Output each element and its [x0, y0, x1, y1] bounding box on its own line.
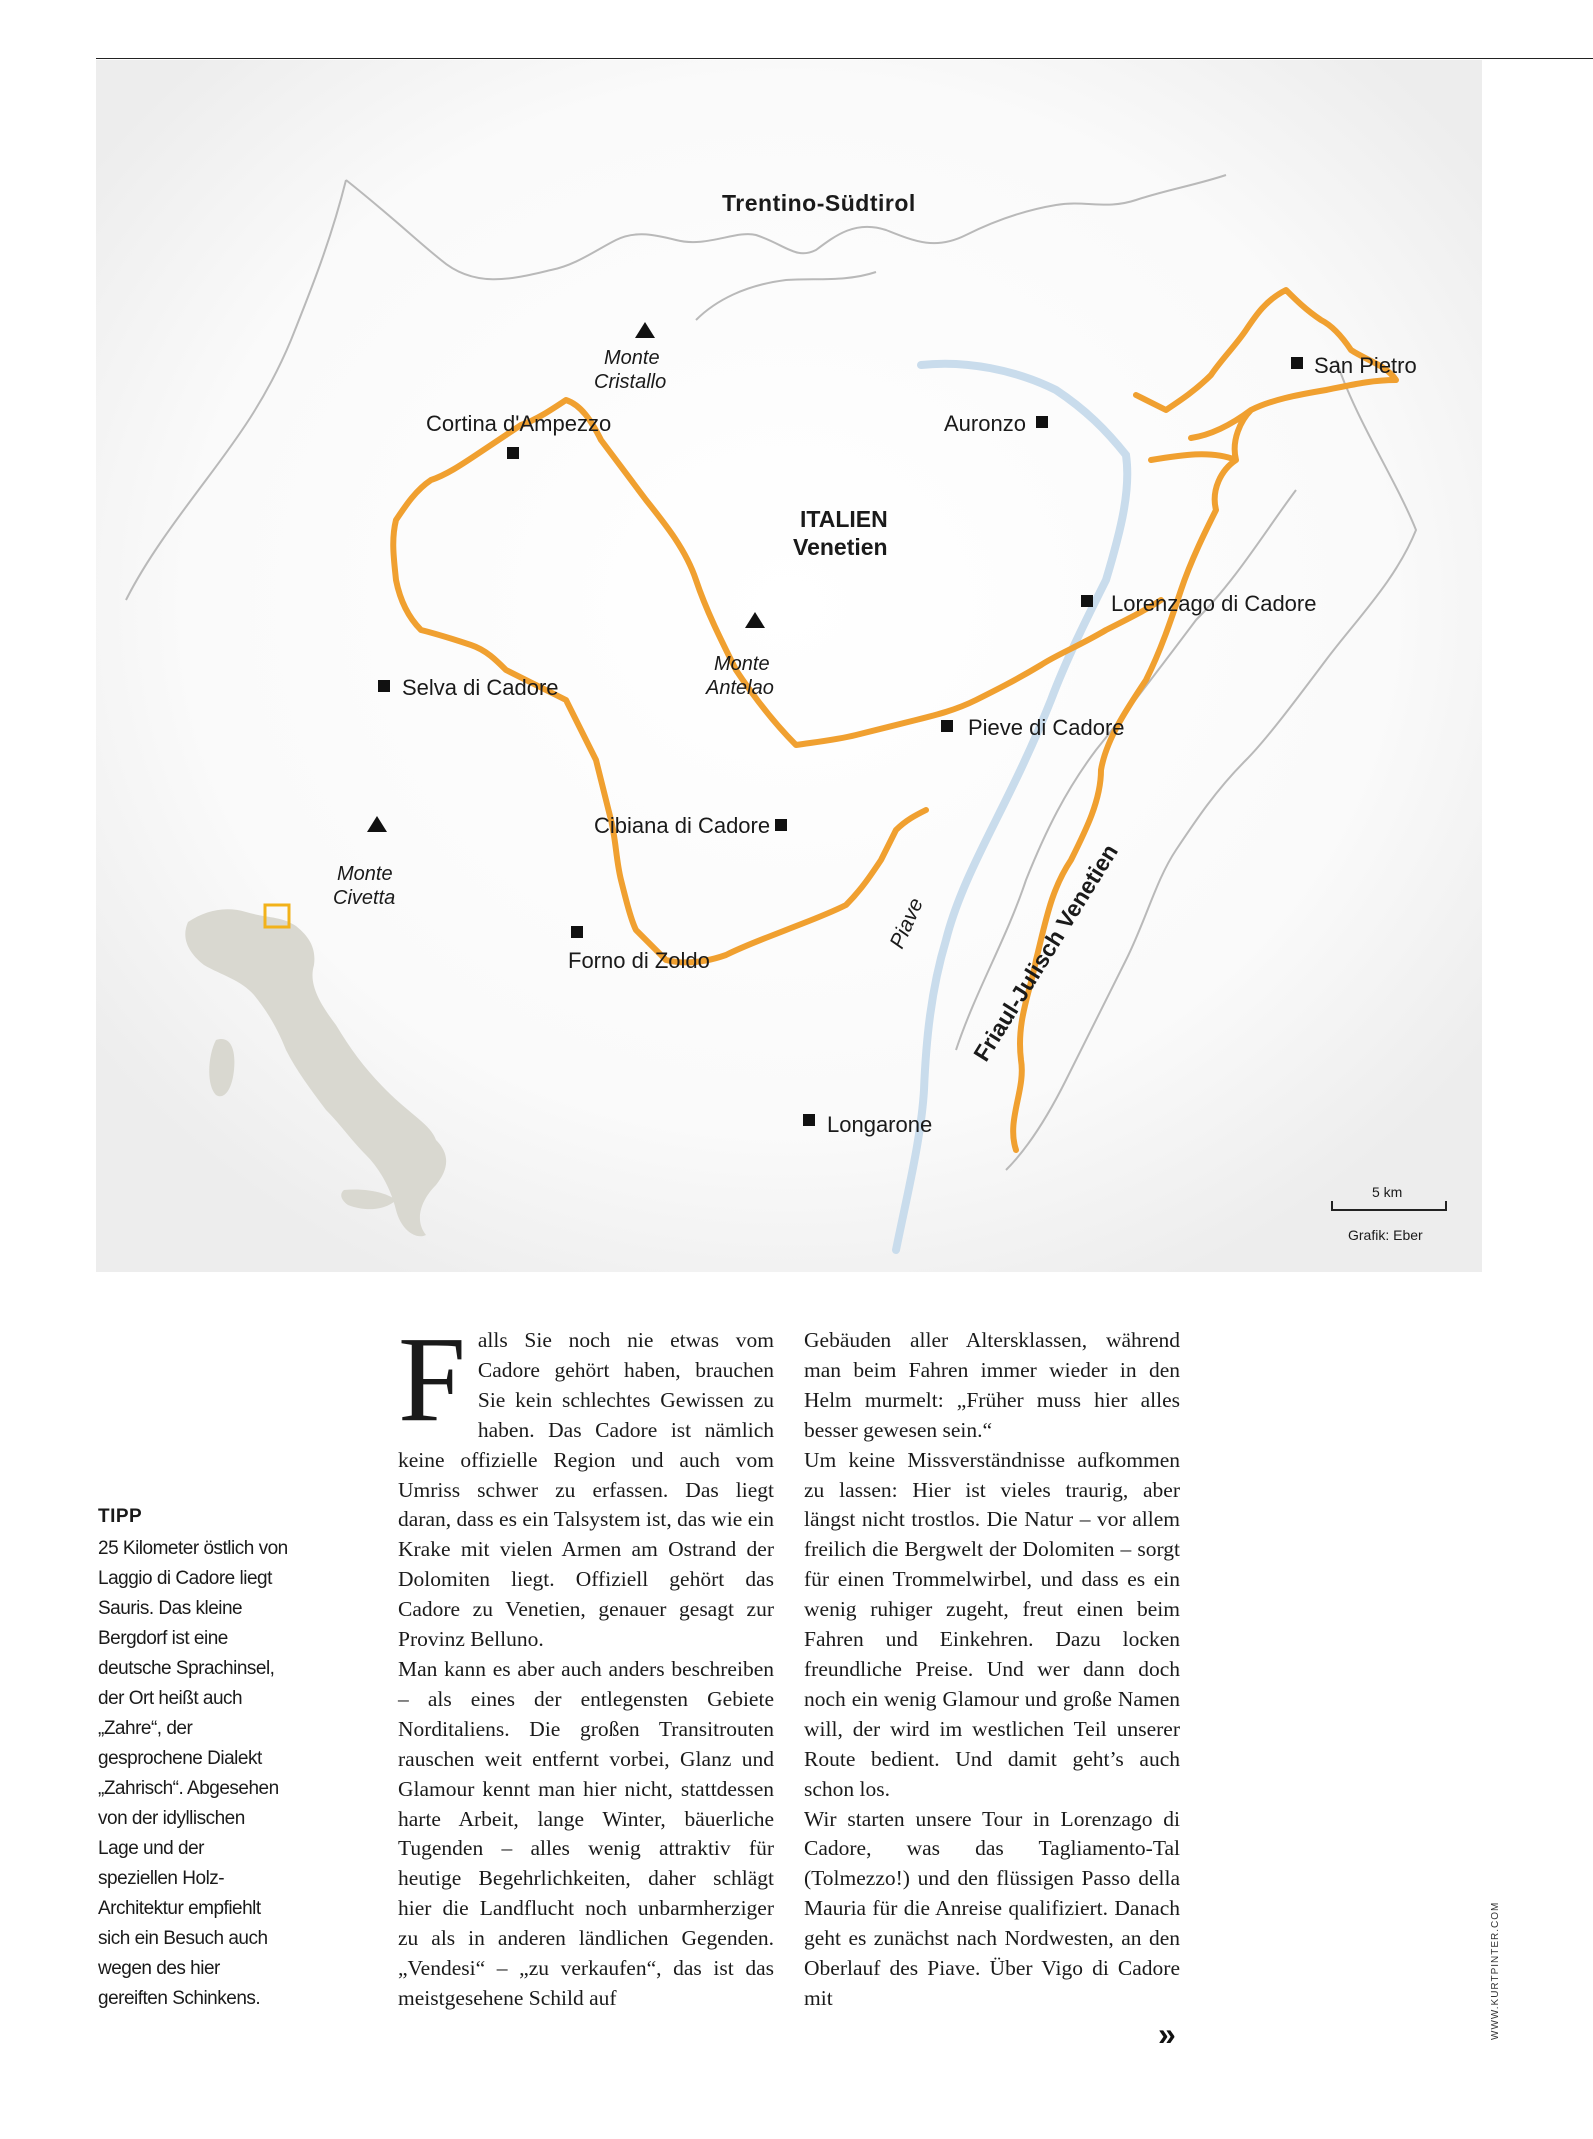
scale-label: 5 km [1372, 1184, 1403, 1200]
town-forno-marker [571, 926, 583, 938]
graphic-credit: Grafik: Eber [1348, 1227, 1423, 1243]
article-paragraph: Um keine Missverständnisse aufkommen zu lassen: Hier ist vieles traurig, aber längst nicht trostlos. Die Natur – vor allem freilich die Bergwelt der Dolomiten – sorgt für einen Trommelwirbel, und dass es ein wenig ruhiger zugeht, freut einen beim Fahren und Einkehren. Dazu locken freundliche Preise. Und wer dann doch noch ein wenig Glamour und große Namen will, der wird im westlichen Teil unserer Route bedient. Und damit geht’s auch schon los. [804, 1447, 1180, 1801]
town-san-pietro-marker [1291, 357, 1303, 369]
article-column-2 [804, 1326, 1180, 2014]
region-italien: ITALIEN [800, 506, 888, 532]
town-cortina-marker [507, 447, 519, 459]
town-lorenzago-marker [1081, 595, 1093, 607]
mountain-antelao-label-2: Antelao [706, 677, 774, 699]
region-venetien: Venetien [793, 534, 888, 560]
article-paragraph: Wir starten unsere Tour in Lorenzago di Cadore, was das Tagliamento-Tal (Tolmezzo!) und den flüssigen Passo della Mauria für die Anreise qualifiziert. Danach geht es zunächst nach Nordwesten, an den Oberlauf des Piave. Über Vigo di Cadore mit [804, 1806, 1180, 2010]
town-lorenzago-label: Lorenzago di Cadore [1111, 591, 1317, 616]
region-friaul: Friaul-Julisch Venetien [968, 839, 1124, 1066]
town-cortina-label: Cortina d'Ampezzo [426, 411, 612, 436]
mountain-antelao-label-1: Monte [714, 653, 770, 675]
mountain-civetta-label-1: Monte [337, 863, 393, 885]
town-auronzo-label: Auronzo [944, 411, 1026, 436]
town-selva-marker [378, 680, 390, 692]
article-paragraph: Gebäuden aller Altersklassen, während man beim Fahren immer wieder in den Helm murmelt: „Früher muss hier alles besser gewesen sein.“ [804, 1328, 1180, 1442]
route-map [96, 60, 1482, 1272]
article-paragraph: alls Sie noch nie etwas vom Cadore gehört haben, brauchen Sie kein schlechtes Gewissen zu haben. Das Cadore ist nämlich keine offizielle Region und auch vom Umriss schwer zu erfassen. Das liegt daran, dass es ein Talsystem ist, das wie ein Krake mit vielen Armen am Ostrand der Dolomiten liegt. Offiziell gehört das Cadore zu Venetien, genauer gesagt zur Provinz Belluno. [398, 1328, 774, 1652]
town-cibiana-marker [775, 819, 787, 831]
town-san-pietro-label: San Pietro [1314, 353, 1417, 378]
continue-arrow-icon: » [1158, 2016, 1176, 2052]
town-selva-label: Selva di Cadore [402, 675, 559, 700]
tip-box [98, 1506, 288, 2014]
photo-credit: WWW.KURTPINTER.COM [1490, 1901, 1501, 2040]
town-forno-label: Forno di Zoldo [568, 948, 710, 973]
header-rule [96, 58, 1593, 59]
town-cibiana-label: Cibiana di Cadore [594, 813, 771, 838]
river-piave-label: Piave [885, 894, 928, 953]
mountain-cristallo-label-1: Monte [604, 347, 660, 369]
article-column-1 [398, 1312, 774, 2014]
town-longarone-label: Longarone [827, 1112, 933, 1137]
map-background [96, 60, 1482, 1272]
drop-cap: F [398, 1312, 466, 1447]
town-longarone-marker [803, 1114, 815, 1126]
tip-heading: TIPP [98, 1506, 143, 1527]
tip-body: 25 Kilometer östlich von Laggio di Cadore liegt Sauris. Das kleine Bergdorf ist eine deutsche Sprachinsel, der Ort heißt auch „Zahre“, der gesprochene Dialekt „Zahrisch“. Abgesehen von der idyllischen Lage und der speziellen Holz-Architektur empfiehlt sich ein Besuch auch wegen des hier gereiften Schinkens. [98, 1538, 288, 2009]
region-trentino: Trentino-Südtirol [722, 190, 916, 216]
mountain-civetta-label-2: Civetta [333, 887, 396, 909]
town-auronzo-marker [1036, 416, 1048, 428]
town-pieve-marker [941, 720, 953, 732]
town-pieve-label: Pieve di Cadore [968, 715, 1125, 740]
mountain-cristallo-label-2: Cristallo [594, 371, 667, 393]
article-paragraph: Man kann es aber auch anders beschreiben – als eines der entlegensten Gebiete Norditaliens. Die großen Transitrouten rauschen weit entfernt vorbei, Glanz und Glamour kennt man hier nicht, stattdessen harte Arbeit, lange Winter, bäuerliche Tugenden – alles wenig attraktiv für heutige Begehrlichkeiten, daher schlägt hier die Landflucht noch unbarmherziger zu als in anderen ländlichen Gegenden. „Vendesi“ – „zu verkaufen“, das ist das meistgesehene Schild auf [398, 1656, 774, 2010]
